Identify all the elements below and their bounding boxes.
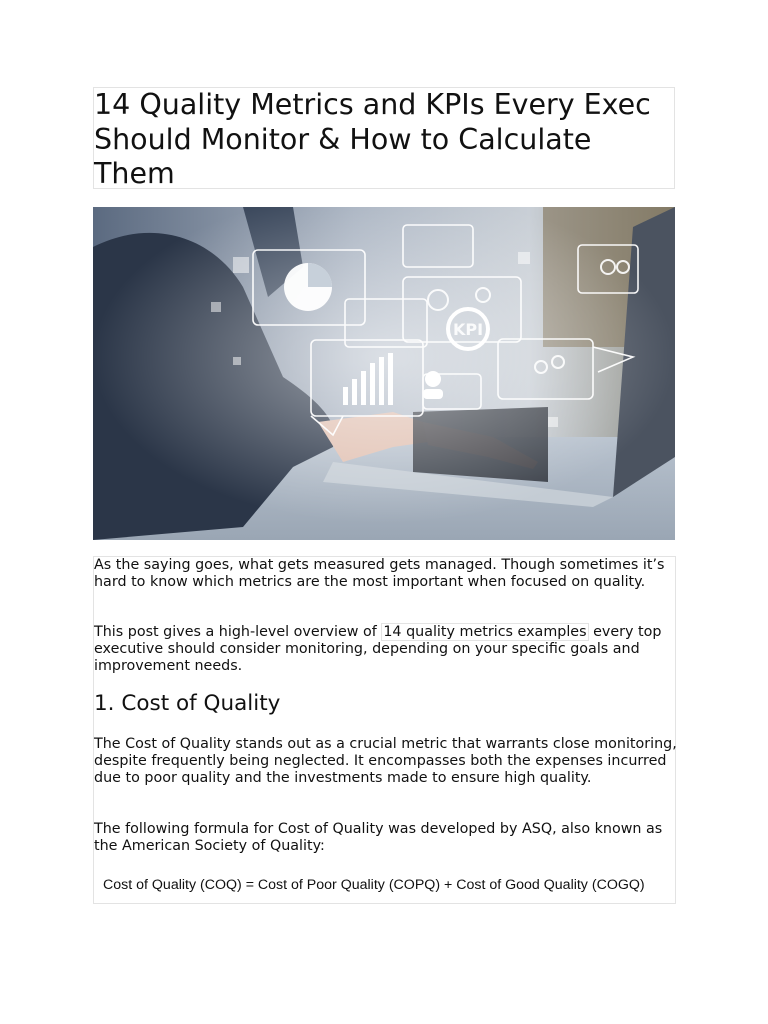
article-title: 14 Quality Metrics and KPIs Every Exec Should Monitor & How to Calculate Them <box>94 88 651 190</box>
intro-paragraph: As the saying goes, what gets measured gets managed. Though sometimes it’s hard to know which metrics are the most important when focused on quality. <box>94 557 665 591</box>
formula-intro-paragraph: The following formula for Cost of Quality was developed by ASQ, also known as the American Society of Quality: <box>94 821 663 855</box>
section-heading-cost-of-quality: 1. Cost of Quality <box>94 691 281 716</box>
article-body <box>93 556 676 904</box>
kpi-hologram-label: KPI <box>453 320 484 339</box>
hero-illustration <box>93 207 675 540</box>
title-box <box>93 87 675 189</box>
overview-text-after-link: every top executive should consider monitoring, depending on your specific goals and improvement needs. <box>94 624 662 675</box>
cost-of-quality-paragraph: The Cost of Quality stands out as a crucial metric that warrants close monitoring, despite frequently being neglected. It encompasses both the expenses incurred due to poor quality and the investments made to ensure high quality. <box>94 736 677 787</box>
overview-paragraph <box>94 624 677 676</box>
quality-metrics-examples-link[interactable]: 14 quality metrics examples <box>383 624 587 640</box>
hero-image <box>93 207 675 540</box>
cost-of-quality-formula: Cost of Quality (COQ) = Cost of Poor Quality (COPQ) + Cost of Good Quality (COGQ) <box>103 877 645 893</box>
overview-text-before-link: This post gives a high-level overview of <box>94 624 382 640</box>
